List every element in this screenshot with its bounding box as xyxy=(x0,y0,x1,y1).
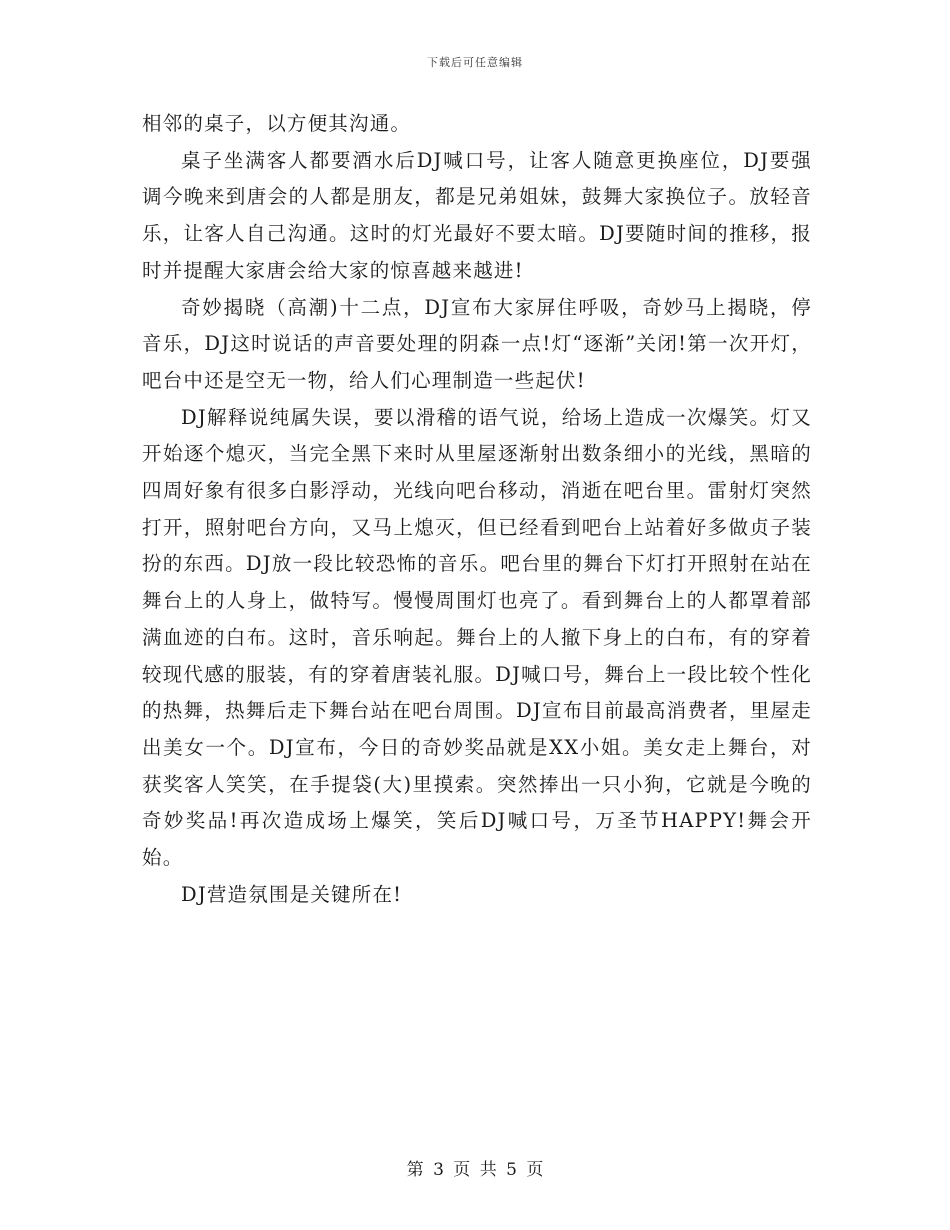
paragraph-1: 相邻的桌子，以方便其沟通。 xyxy=(142,112,412,135)
document-body xyxy=(142,106,812,913)
page-number-footer: 第 3 页 共 5 页 xyxy=(406,1160,544,1180)
paragraph-4: DJ解释说纯属失误，要以滑稽的语气说，给场上造成一次爆笑。灯又开始逐个熄灭，当完全黑下来时从里屋逐渐射出数条细小的光线，黑暗的四周好象有很多白影浮动，光线向吧台移动，消逝在吧台里。雷射灯突然打开，照射吧台方向，又马上熄灭，但已经看到吧台上站着好多做贞子装扮的东西。DJ放一段比较恐怖的音乐。吧台里的舞台下灯打开照射在站在舞台上的人身上，做特写。慢慢周围灯也亮了。看到舞台上的人都罩着部满血迹的白布。这时，音乐响起。舞台上的人撤下身上的白布，有的穿着较现代感的服装，有的穿着唐装礼服。DJ喊口号，舞台上一段比较个性化的热舞，热舞后走下舞台站在吧台周围。DJ宣布目前最高消费者，里屋走出美女一个。DJ宣布，今日的奇妙奖品就是XX小姐。美女走上舞台，对获奖客人笑笑，在手提袋(大)里摸索。突然捧出一只小狗，它就是今晚的奇妙奖品!再次造成场上爆笑，笑后DJ喊口号，万圣节HAPPY!舞会开始。 xyxy=(142,405,812,870)
paragraph-3: 奇妙揭晓（高潮)十二点，DJ宣布大家屏住呼吸，奇妙马上揭晓，停音乐，DJ这时说话的声音要处理的阴森一点!灯“逐渐”关闭!第一次开灯，吧台中还是空无一物，给人们心理制造一些起伏! xyxy=(142,295,812,392)
paragraph-2: 桌子坐满客人都要酒水后DJ喊口号，让客人随意更换座位，DJ要强调今晚来到唐会的人都是朋友，都是兄弟姐妹，鼓舞大家换位子。放轻音乐，让客人自己沟通。这时的灯光最好不要太暗。DJ要随时间的推移，报时并提醒大家唐会给大家的惊喜越来越进! xyxy=(142,148,812,282)
paragraph-5: DJ营造氛围是关键所在! xyxy=(181,882,403,906)
page-header: 下载后可任意编辑 xyxy=(427,56,523,69)
